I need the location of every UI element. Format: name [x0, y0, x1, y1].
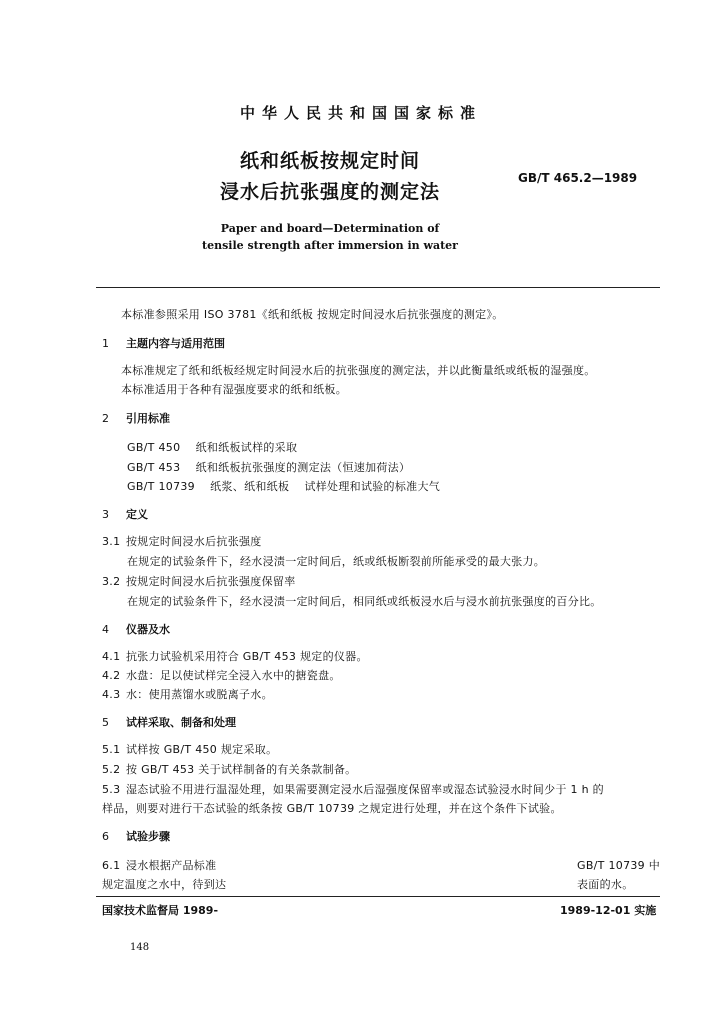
- section-2-heading: [102, 410, 170, 426]
- national-standard-heading: 中华人民共和国国家标准: [239, 104, 482, 122]
- section-4-heading: [102, 621, 170, 637]
- clause-4-2: [102, 667, 341, 683]
- approval-authority: 国家技术监督局 1989-: [102, 904, 219, 917]
- subsection-3-2-text: 在规定的试验条件下，经水浸渍一定时间后，相同纸或纸板浸水后与浸水前抗张强度的百分比。: [127, 595, 602, 608]
- clause-6-1-line-2: 规定温度之水中，待到达: [102, 878, 227, 891]
- reference-item: GB/T 10739 纸浆、纸和纸板 试样处理和试验的标准大气: [127, 480, 441, 493]
- clause-text: 浸水根据产品标准: [126, 859, 217, 872]
- subsection-number: 3.1: [102, 535, 121, 548]
- subsection-3-1-heading: [102, 533, 262, 549]
- reference-item: GB/T 450 纸和纸板试样的采取: [127, 441, 298, 454]
- clause-text: 按 GB/T 453 关于试样制备的有关条款制备。: [126, 763, 357, 776]
- clause-text: 抗张力试验机采用符合 GB/T 453 规定的仪器。: [126, 650, 368, 663]
- clause-5-3: [102, 781, 604, 797]
- subsection-3-2-heading: [102, 573, 296, 589]
- section-title: 定义: [126, 508, 148, 521]
- clause-6-1-line-2-right: 表面的水。: [577, 878, 634, 891]
- section-3-heading: [102, 506, 148, 522]
- clause-text: 试样按 GB/T 450 规定采取。: [126, 743, 278, 756]
- clause-text: 水：使用蒸馏水或脱离子水。: [126, 688, 273, 701]
- clause-number: 5.3: [102, 783, 121, 796]
- clause-number: 4.1: [102, 650, 121, 663]
- subsection-title: 按规定时间浸水后抗张强度: [126, 535, 262, 548]
- clause-number: 5.1: [102, 743, 121, 756]
- clause-5-3-continued: 样品，则要对进行干态试验的纸条按 GB/T 10739 之规定进行处理，并在这个条件下试验。: [102, 802, 562, 815]
- clause-number: 5.2: [102, 763, 121, 776]
- clause-text: 水盘：足以使试样完全浸入水中的搪瓷盘。: [126, 669, 341, 682]
- title-zh-line-2: 浸水后抗张强度的测定法: [219, 181, 440, 203]
- section-title: 试样采取、制备和处理: [126, 716, 236, 729]
- subsection-number: 3.2: [102, 575, 121, 588]
- standard-code: GB/T 465.2—1989: [518, 171, 638, 185]
- clause-number: 4.2: [102, 669, 121, 682]
- intro-paragraph: 本标准参照采用 ISO 3781《纸和纸板 按规定时间浸水后抗张强度的测定》。: [121, 308, 504, 321]
- clause-5-2: [102, 761, 356, 777]
- section-number: 5: [102, 716, 109, 729]
- section-number: 3: [102, 508, 109, 521]
- section-number: 4: [102, 623, 109, 636]
- title-en-line-2: tensile strength after immersion in water: [202, 239, 458, 252]
- subsection-title: 按规定时间浸水后抗张强度保留率: [126, 575, 296, 588]
- section-title: 引用标准: [126, 412, 170, 425]
- section-1-heading: [102, 335, 225, 351]
- section-5-heading: [102, 714, 236, 730]
- section-6-heading: [102, 828, 170, 844]
- title-zh-line-1: 纸和纸板按规定时间: [239, 150, 420, 172]
- clause-number: 4.3: [102, 688, 121, 701]
- footer-divider: [96, 896, 660, 897]
- section-title: 主题内容与适用范围: [126, 337, 225, 350]
- page-number: 148: [130, 942, 150, 953]
- header-divider: [96, 287, 660, 288]
- clause-5-1: [102, 741, 277, 757]
- clause-text: 湿态试验不用进行温湿处理，如果需要测定浸水后湿强度保留率或湿态试验浸水时间少于 1 h 的: [126, 783, 604, 796]
- section-title: 仪器及水: [126, 623, 170, 636]
- clause-4-1: [102, 648, 368, 664]
- section-number: 2: [102, 412, 109, 425]
- clause-number: 6.1: [102, 859, 121, 872]
- section-title: 试验步骤: [126, 830, 170, 843]
- section-number: 1: [102, 337, 109, 350]
- section-1-paragraph-1: 本标准规定了纸和纸板经规定时间浸水后的抗张强度的测定法，并以此衡量纸或纸板的湿强度。: [121, 364, 596, 377]
- section-1-paragraph-2: 本标准适用于各种有湿强度要求的纸和纸板。: [121, 383, 347, 396]
- title-en-line-1: Paper and board—Determination of: [220, 222, 440, 235]
- reference-item: GB/T 453 纸和纸板抗张强度的测定法（恒速加荷法）: [127, 461, 411, 474]
- clause-6-1: [102, 857, 216, 873]
- implementation-date: 1989-12-01 实施: [560, 904, 657, 917]
- section-number: 6: [102, 830, 109, 843]
- clause-4-3: [102, 686, 273, 702]
- clause-6-1-right-fragment: GB/T 10739 中: [577, 859, 661, 872]
- subsection-3-1-text: 在规定的试验条件下，经水浸渍一定时间后，纸或纸板断裂前所能承受的最大张力。: [127, 555, 546, 568]
